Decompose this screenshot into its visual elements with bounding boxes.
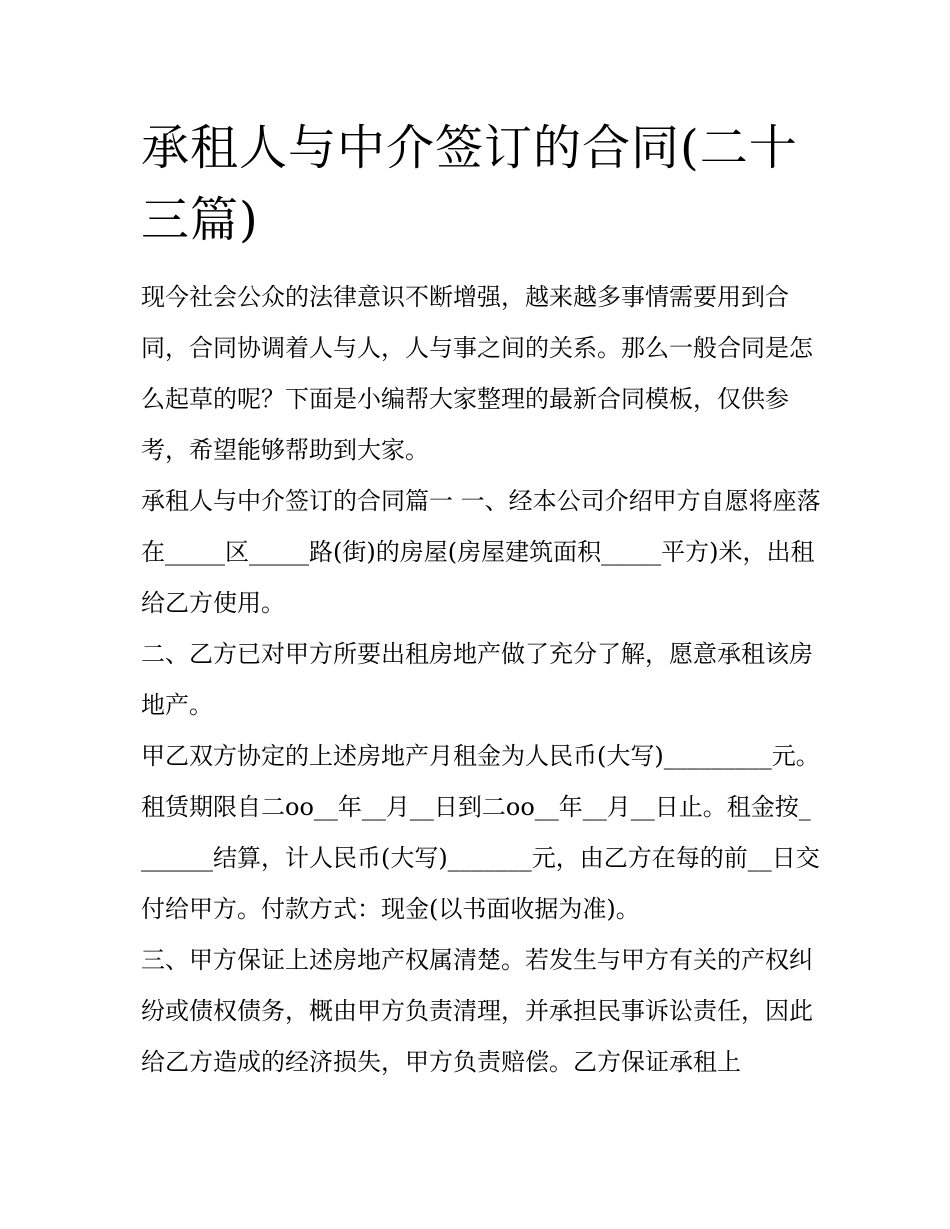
paragraph-article-3: 三、甲方保证上述房地产权属清楚。若发生与甲方有关的产权纠纷或债权债务，概由甲方负责清理，并承担民事诉讼责任，因此给乙方造成的经济损失，甲方负责赔偿。乙方保证承租上 <box>141 946 813 1076</box>
paragraph-intro: 现今社会公众的法律意识不断增强，越来越多事情需要用到合同，合同协调着人与人，人与事之间的关系。那么一般合同是怎么起草的呢？下面是小编帮大家整理的最新合同模板，仅供参考，希望能够帮助到大家。 <box>141 283 813 464</box>
paragraph-article-2: 二、乙方已对甲方所要出租房地产做了充分了解，愿意承租该房地产。 <box>141 640 813 719</box>
paragraph-article-1: 承租人与中介签订的合同篇一 一、经本公司介绍甲方自愿将座落在_____区_____路(街)的房屋(房屋建筑面积_____平方)米，出租给乙方使用。 <box>141 487 821 617</box>
document-body <box>141 112 821 1088</box>
document-title: 承租人与中介签订的合同(二十三篇) <box>141 120 798 248</box>
paragraph-rent-terms: 甲乙双方协定的上述房地产月租金为人民币(大写)_________元。租赁期限自二oo__年__月__日到二oo__年__月__日止。租金按_______结算，计人民币(大写)_______元，由乙方在每的前__日交付给甲方。付款方式：现金(以书面收据为准)。 <box>141 742 820 923</box>
